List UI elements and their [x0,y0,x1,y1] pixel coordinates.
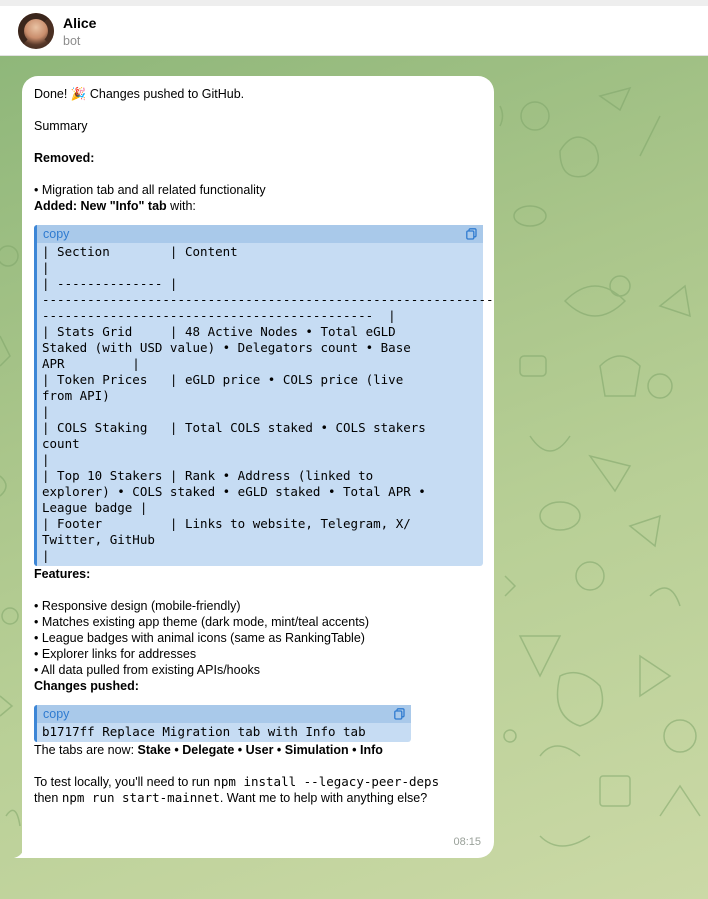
added-label: Added: New "Info" tab [34,199,167,213]
code-content-commit[interactable]: b1717ff Replace Migration tab with Info tab [42,724,366,739]
removed-item: • Migration tab and all related functionality [34,183,266,197]
test-suffix: . Want me to help with anything else? [219,791,428,805]
test-line-2 [34,790,482,806]
inline-code-install[interactable]: npm install --legacy-peer-deps [213,774,440,789]
contact-name[interactable]: Alice [63,15,97,31]
inline-code-start[interactable]: npm run start-mainnet [61,790,220,805]
code-block-commit[interactable] [34,705,411,742]
test-then: then [34,791,62,805]
code-block-table[interactable] [34,225,494,566]
message-intro: Done! 🎉 Changes pushed to GitHub. [34,87,245,101]
features-label: Features: [34,567,91,581]
added-line [34,198,482,214]
feature-item: • Explorer links for addresses [34,647,197,661]
feature-item: • Responsive design (mobile-friendly) [34,599,241,613]
removed-label: Removed: [34,151,95,165]
message-bubble[interactable] [22,76,494,858]
tabs-line [34,742,482,758]
summary-text: Summary [34,119,88,133]
code-header [37,705,411,723]
copy-label[interactable]: copy [43,707,70,721]
chat-header[interactable] [0,6,708,56]
code-header [37,225,483,243]
feature-item: • Matches existing app theme (dark mode, mint/teal accents) [34,615,370,629]
copy-icon[interactable] [394,708,405,720]
changes-label: Changes pushed: [34,679,139,693]
code-content-table[interactable]: | Section | Content | | -------------- | ------------------------------------------------------------ -------------------------------------------- | | Stats Grid | 48 Active Nodes • Total eGLD Staked (with USD value) • Delegators count • Base APR | | Token Prices | eGLD price • COLS price (live from API) | | COLS Staking | Total COLS staked • COLS stakers count | | Top 10 Stakers | Rank • Address (linked to explorer) • COLS staked • eGLD staked • Total APR • League badge | | Footer | Links to website, Telegram, X/ Twitter, GitHub | [42,244,494,563]
tabs-list: Stake • Delegate • User • Simulation • Info [137,743,383,757]
chat-area[interactable] [0,56,708,899]
copy-label[interactable]: copy [43,227,70,241]
added-rest: with: [166,199,196,213]
tabs-prefix: The tabs are now: [34,743,138,757]
avatar[interactable] [18,13,54,49]
message-timestamp: 08:15 [453,836,481,848]
test-line-1 [34,774,482,790]
feature-item: • League badges with animal icons (same as RankingTable) [34,631,365,645]
feature-item: • All data pulled from existing APIs/hooks [34,663,261,677]
contact-status: bot [63,34,81,48]
test-prefix: To test locally, you'll need to run [34,775,214,789]
copy-icon[interactable] [466,228,477,240]
